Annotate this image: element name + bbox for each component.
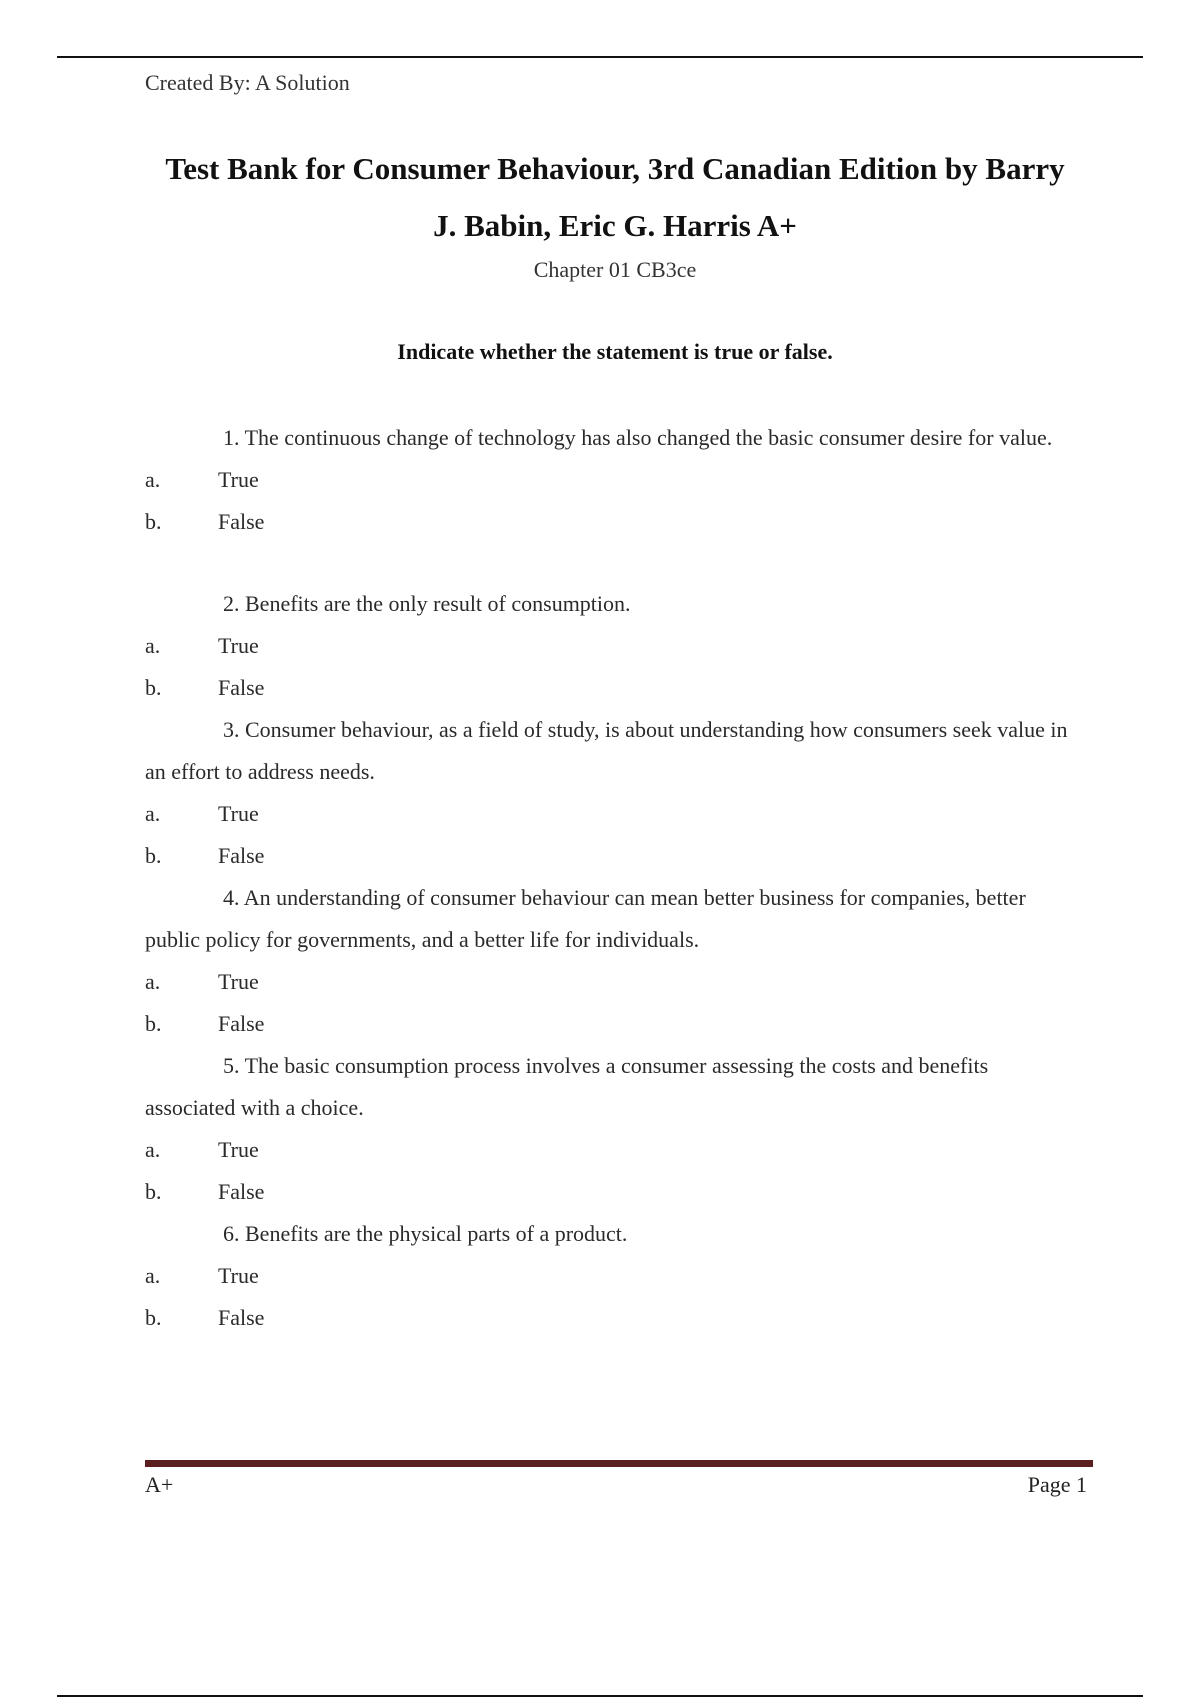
question-item (145, 709, 1075, 877)
title-line-1: Test Bank for Consumer Behaviour, 3rd Canadian Edition by Barry (165, 151, 1065, 186)
question-item (145, 877, 1075, 1045)
question-text: 4. An understanding of consumer behaviour can mean better business for companies, better public policy for governments, and a better life for individuals. (145, 885, 1026, 952)
option-letter: a. (145, 969, 161, 994)
answer-option-b (145, 1003, 1075, 1045)
answer-option-a (145, 459, 1075, 501)
option-text: False (218, 843, 265, 868)
question-item (145, 583, 1075, 709)
answer-option-b (145, 1297, 1075, 1339)
question-text: 2. Benefits are the only result of consumption. (223, 591, 631, 616)
option-text: False (218, 1011, 265, 1036)
option-letter: b. (145, 1011, 162, 1036)
chapter-subtitle: Chapter 01 CB3ce (533, 257, 697, 282)
option-text: True (218, 633, 259, 658)
answer-option-a (145, 625, 1075, 667)
option-letter: a. (145, 467, 161, 492)
option-text: True (218, 1137, 259, 1162)
question-text: 1. The continuous change of technology has also changed the basic consumer desire for value. (223, 425, 1053, 450)
footer-rule (145, 1460, 1093, 1467)
answer-option-a (145, 961, 1075, 1003)
option-text: False (218, 509, 265, 534)
option-text: True (218, 467, 259, 492)
question-item (145, 417, 1075, 543)
title-line-2: J. Babin, Eric G. Harris A+ (433, 208, 797, 243)
page-number: Page 1 (1027, 1472, 1087, 1497)
option-text: True (218, 969, 259, 994)
question-item (145, 1045, 1075, 1213)
option-letter: a. (145, 1137, 161, 1162)
created-by-note: Created By: A Solution (145, 70, 350, 95)
footer-grade: A+ (145, 1472, 174, 1497)
answer-option-b (145, 835, 1075, 877)
document-title (120, 140, 1110, 254)
option-text: True (218, 801, 259, 826)
option-letter: a. (145, 633, 161, 658)
answer-option-b (145, 1171, 1075, 1213)
option-letter: b. (145, 509, 162, 534)
bottom-rule (57, 1695, 1143, 1697)
answer-option-b (145, 501, 1075, 543)
option-letter: a. (145, 801, 161, 826)
top-rule (57, 56, 1143, 58)
option-letter: b. (145, 1305, 162, 1330)
option-text: False (218, 1305, 265, 1330)
answer-option-a (145, 1255, 1075, 1297)
question-text: 3. Consumer behaviour, as a field of study, is about understanding how consumers seek value in an effort to address needs. (145, 717, 1068, 784)
answer-option-a (145, 1129, 1075, 1171)
option-text: False (218, 675, 265, 700)
question-text: 5. The basic consumption process involves a consumer assessing the costs and benefits associated with a choice. (145, 1053, 989, 1120)
answer-option-b (145, 667, 1075, 709)
option-letter: b. (145, 1179, 162, 1204)
option-text: False (218, 1179, 265, 1204)
instruction-heading: Indicate whether the statement is true or false. (397, 339, 833, 364)
option-letter: a. (145, 1263, 161, 1288)
option-text: True (218, 1263, 259, 1288)
question-list (145, 417, 1075, 1339)
option-letter: b. (145, 675, 162, 700)
question-text: 6. Benefits are the physical parts of a product. (223, 1221, 628, 1246)
answer-option-a (145, 793, 1075, 835)
question-item (145, 1213, 1075, 1339)
option-letter: b. (145, 843, 162, 868)
